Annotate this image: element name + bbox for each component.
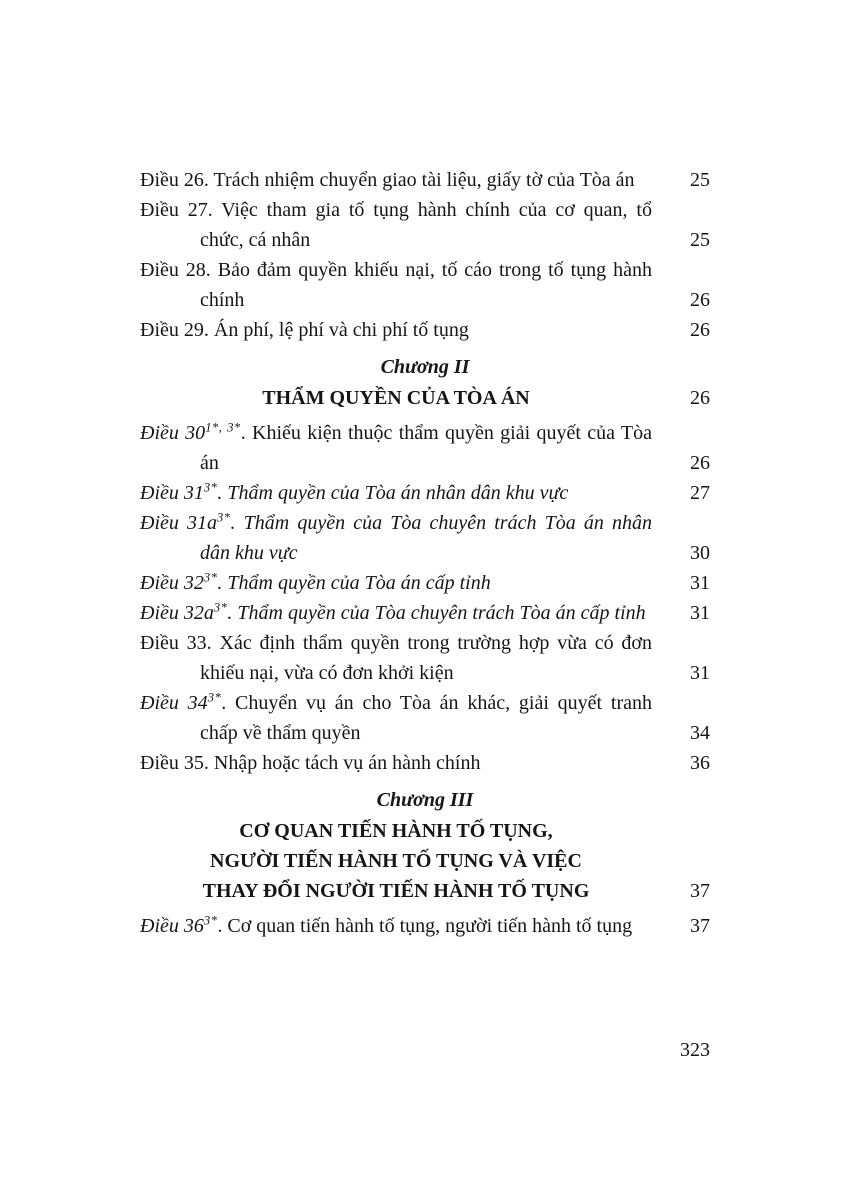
article-title: Án phí, lệ phí và chi phí tố tụng — [208, 319, 469, 341]
article-number: Điều 34 — [140, 692, 208, 714]
footnote-marker: 3* — [217, 510, 231, 525]
toc-entry — [140, 165, 710, 195]
toc-entry — [140, 315, 710, 345]
article-title: Trách nhiệm chuyển giao tài liệu, giấy tờ của Tòa án — [208, 169, 635, 191]
article-number: Điều 35. — [140, 752, 209, 774]
article-number: Điều 30 — [140, 422, 206, 444]
footnote-marker: 1*, 3* — [205, 420, 241, 435]
toc-page-number: 31 — [690, 602, 710, 624]
toc-page-number: 31 — [690, 662, 710, 684]
toc-entry-text — [140, 195, 652, 255]
article-number: Điều 27. — [140, 199, 213, 221]
article-number: Điều 29. — [140, 319, 209, 341]
toc-entry-text — [140, 688, 652, 748]
toc-page-number: 26 — [690, 289, 710, 311]
toc-entry-text — [140, 598, 652, 628]
toc-entry — [140, 478, 710, 508]
article-title: Nhập hoặc tách vụ án hành chính — [208, 752, 481, 774]
toc-page-number: 37 — [690, 915, 710, 937]
toc-entry — [140, 628, 710, 688]
chapter-label: Chương III — [376, 789, 474, 811]
toc-entry — [140, 418, 710, 478]
toc-page-number: 26 — [690, 452, 710, 474]
toc-entry — [140, 255, 710, 315]
footnote-marker: 3* — [203, 913, 218, 928]
toc-page-number: 34 — [690, 722, 710, 744]
chapter-title-line: CƠ QUAN TIẾN HÀNH TỐ TỤNG, — [239, 820, 553, 842]
chapter-title-row — [140, 383, 710, 413]
article-title: . Thẩm quyền của Tòa án nhân dân khu vực — [217, 482, 569, 504]
article-number: Điều 31a — [140, 512, 218, 534]
toc-entry-text — [140, 418, 652, 478]
chapter-title-line: THẨM QUYỀN CỦA TÒA ÁN — [262, 387, 530, 409]
article-title: . Thẩm quyền của Tòa chuyên trách Tòa án nhân dân khu vực — [200, 512, 652, 564]
article-number: Điều 33. — [140, 632, 212, 654]
article-title: . Cơ quan tiến hành tố tụng, người tiến hành tố tụng — [217, 915, 633, 937]
footnote-marker: 3* — [203, 570, 218, 585]
toc-entry-text — [140, 165, 652, 195]
toc-page-number: 26 — [690, 387, 710, 409]
toc-entry-text — [140, 628, 652, 688]
toc-entry-text — [140, 478, 652, 508]
toc-entry — [140, 568, 710, 598]
toc-entry — [140, 508, 710, 568]
chapter-title — [140, 816, 652, 906]
toc-page-number: 30 — [690, 542, 710, 564]
toc-entry — [140, 195, 710, 255]
toc-entry-text — [140, 508, 652, 568]
toc-entry — [140, 911, 710, 941]
article-title: . Thẩm quyền của Tòa án cấp tỉnh — [217, 572, 491, 594]
toc-page-number: 25 — [690, 169, 710, 191]
article-number: Điều 36 — [140, 915, 204, 937]
article-title: Việc tham gia tố tụng hành chính của cơ quan, tổ chức, cá nhân — [200, 199, 652, 251]
toc-entry-text — [140, 315, 652, 345]
article-number: Điều 32a — [140, 602, 214, 624]
toc-page-number: 31 — [690, 572, 710, 594]
article-number: Điều 28. — [140, 259, 211, 281]
article-number: Điều 26. — [140, 169, 209, 191]
article-title: . Thẩm quyền của Tòa chuyên trách Tòa án cấp tỉnh — [227, 602, 646, 624]
toc-entry — [140, 688, 710, 748]
article-title: . Khiếu kiện thuộc thẩm quyền giải quyết của Tòa án — [200, 422, 652, 474]
chapter-title-row — [140, 816, 710, 906]
chapter-heading — [140, 784, 710, 906]
footnote-marker: 3* — [203, 480, 218, 495]
article-number: Điều 31 — [140, 482, 204, 504]
toc-entry-text — [140, 911, 652, 941]
chapter-title-line: THAY ĐỔI NGƯỜI TIẾN HÀNH TỐ TỤNG — [202, 880, 590, 902]
toc-page-number: 26 — [690, 319, 710, 341]
article-title: . Chuyển vụ án cho Tòa án khác, giải quyết tranh chấp về thẩm quyền — [200, 692, 652, 744]
chapter-title-line: NGƯỜI TIẾN HÀNH TỐ TỤNG VÀ VIỆC — [210, 850, 582, 872]
article-title: Xác định thẩm quyền trong trường hợp vừa có đơn khiếu nại, vừa có đơn khởi kiện — [200, 632, 652, 684]
toc-entry-text — [140, 255, 652, 315]
chapter-title — [140, 383, 652, 413]
toc-page-number: 25 — [690, 229, 710, 251]
footnote-marker: 3* — [207, 690, 222, 705]
toc-entry-text — [140, 568, 652, 598]
toc-entry — [140, 748, 710, 778]
page-folio: 323 — [680, 1039, 710, 1061]
toc-entry — [140, 598, 710, 628]
toc-page-number: 36 — [690, 752, 710, 774]
toc-page-number: 27 — [690, 482, 710, 504]
toc-page-number: 37 — [690, 880, 710, 902]
article-title: Bảo đảm quyền khiếu nại, tố cáo trong tố tụng hành chính — [200, 259, 652, 311]
footnote-marker: 3* — [213, 600, 228, 615]
article-number: Điều 32 — [140, 572, 204, 594]
chapter-label: Chương II — [380, 356, 470, 378]
toc-entry-text — [140, 748, 652, 778]
table-of-contents — [140, 165, 710, 941]
chapter-heading — [140, 351, 710, 413]
